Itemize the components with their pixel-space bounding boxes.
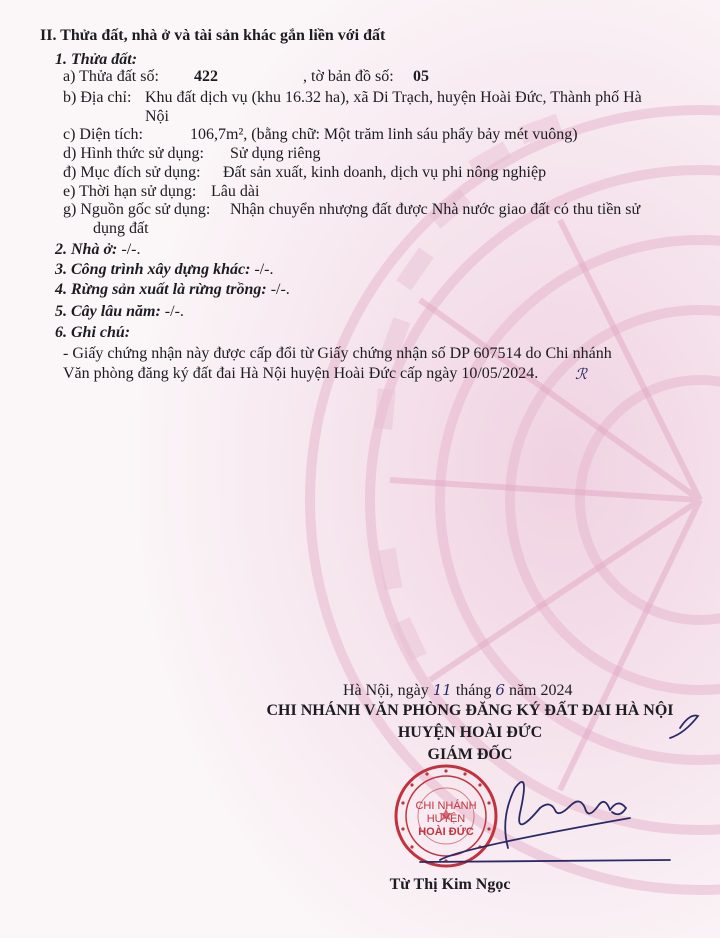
use-form-row [63, 144, 321, 164]
trees-row [55, 302, 184, 322]
area-row [63, 125, 578, 145]
parcel-number-label: a) Thửa đất số: [63, 68, 159, 85]
address-line-2: Nội [145, 108, 169, 125]
purpose-label: đ) Mục đích sử dụng: [63, 164, 201, 181]
seal-text-1: CHI NHÁNH [415, 800, 477, 812]
construction-value: -/-. [254, 261, 274, 278]
origin-label: g) Nguồn gốc sử dụng: [63, 201, 211, 218]
date-month-label: tháng [455, 682, 492, 699]
forest-row [55, 280, 290, 300]
address-line-1: Khu đất dịch vụ (khu 16.32 ha), xã Di Trạch, huyện Hoài Đức, Thành phố Hà [145, 89, 642, 106]
trees-heading: 5. Cây lâu năm: [55, 303, 161, 320]
handwritten-signature-icon [380, 688, 710, 868]
area-label: c) Diện tích: [63, 126, 143, 143]
date-month: 6 [495, 681, 505, 699]
term-value: Lâu dài [211, 183, 260, 200]
house-row [55, 240, 140, 260]
seal-text-2: HUYỆN [426, 813, 466, 825]
address-row [63, 88, 642, 108]
trees-value: -/-. [164, 303, 184, 320]
origin-line-2: dụng đất [93, 220, 149, 237]
address-label: b) Địa chỉ: [63, 89, 132, 106]
construction-heading: 3. Công trình xây dựng khác: [55, 261, 251, 278]
seal-text-3: HOÀI ĐỨC [418, 826, 474, 838]
map-sheet-label: , tờ bản đồ số: [303, 68, 394, 85]
director-title: GIÁM ĐỐC [427, 746, 513, 763]
issuer-line-1: CHI NHÁNH VĂN PHÒNG ĐĂNG KÝ ĐẤT ĐAI HÀ NỘI [266, 702, 674, 719]
purpose-row [63, 163, 547, 183]
origin-line-1: Nhận chuyển nhượng đất được Nhà nước giao đất có thu tiền sử [230, 201, 641, 218]
purpose-value: Đất sản xuất, kinh doanh, dịch vụ phi nông nghiệp [223, 164, 547, 181]
parcel-heading: 1. Thửa đất: [55, 51, 138, 68]
use-form-value: Sử dụng riêng [230, 145, 321, 162]
parcel-number-value: 422 [194, 68, 218, 85]
date-day: 11 [432, 681, 452, 699]
forest-value: -/-. [270, 281, 290, 298]
area-value: 106,7m², (bằng chữ: Một trăm linh sáu phẩy bảy mét vuông) [190, 126, 578, 143]
section-title: II. Thửa đất, nhà ở và tài sản khác gắn liền với đất [40, 27, 386, 44]
notes-line-1: - Giấy chứng nhận này được cấp đổi từ Giấy chứng nhận số DP 607514 do Chi nhánh [63, 345, 612, 362]
notes-heading: 6. Ghi chú: [55, 324, 131, 341]
date-year: năm 2024 [508, 682, 573, 699]
house-heading: 2. Nhà ở: [55, 241, 118, 258]
construction-row [55, 260, 274, 280]
forest-heading: 4. Rừng sản xuất là rừng trồng: [55, 281, 267, 298]
parcel-number-row [63, 67, 429, 87]
house-value: -/-. [121, 241, 141, 258]
date-prefix: Hà Nội, ngày [343, 682, 429, 699]
map-sheet-value: 05 [413, 68, 429, 85]
term-row [63, 182, 260, 202]
origin-row [63, 200, 641, 220]
use-form-label: d) Hình thức sử dụng: [63, 145, 204, 162]
signer-name: Từ Thị Kim Ngọc [389, 876, 511, 893]
initial-mark-icon: ℛ [575, 365, 587, 383]
notes-line-2: Văn phòng đăng ký đất đai Hà Nội huyện Hoài Đức cấp ngày 10/05/2024. [63, 365, 539, 382]
term-label: e) Thời hạn sử dụng: [63, 183, 197, 200]
issuer-line-2: HUYỆN HOÀI ĐỨC [397, 724, 543, 741]
